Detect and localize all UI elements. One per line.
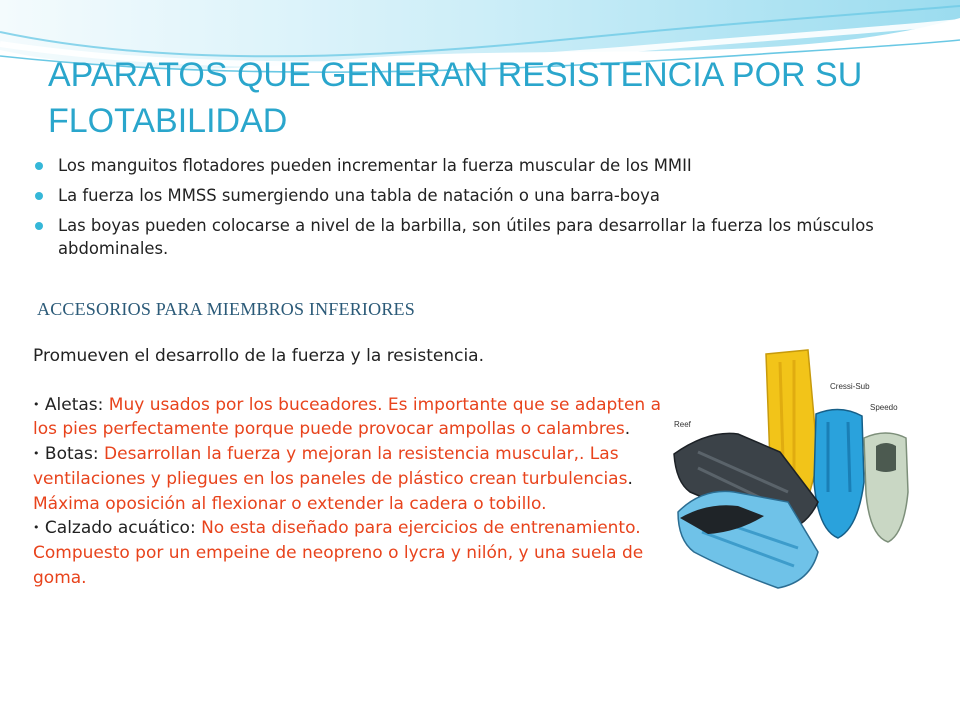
bullet-icon [35, 162, 43, 170]
bullet-text: Las boyas pueden colocarse a nivel de la barbilla, son útiles para desarrollar la fuerza los músculos abdominales. [58, 216, 874, 258]
botas-text: Desarrollan la fuerza y mejoran la resistencia muscular,. Las ventilaciones y pliegues en los paneles de plástico crean turbulencias [33, 444, 628, 489]
botas-end: . [627, 468, 633, 489]
accessories-description [33, 344, 673, 590]
bullet-text: Los manguitos flotadores pueden incrementar la fuerza muscular de los MMII [58, 156, 692, 175]
fin-label-cressi: Cressi-Sub [830, 382, 870, 391]
bullet-text: La fuerza los MMSS sumergiendo una tabla de natación o una barra-boya [58, 186, 660, 205]
list-item [35, 214, 920, 260]
fin-label-speedo: Speedo [870, 403, 898, 412]
aletas-label: Aletas: [44, 394, 109, 415]
list-item [35, 154, 920, 177]
intro-text: Promueven el desarrollo de la fuerza y la resistencia. [33, 346, 484, 366]
calzado-label: Calzado acuático: [44, 518, 202, 539]
botas-extra-text: Máxima oposición al flexionar o extender la cadera o tobillo. [33, 493, 547, 514]
bullet-icon [35, 222, 43, 230]
small-bullet-icon: • [33, 397, 40, 411]
blue-fin-cressi [814, 409, 864, 538]
slide-title: APARATOS QUE GENERAN RESISTENCIA POR SU FLOTABILIDAD [48, 56, 863, 140]
list-item [35, 184, 920, 207]
bullet-icon [35, 192, 43, 200]
calzado-paragraph [33, 516, 673, 590]
calzado-text: No esta diseñado para ejercicios de entrenamiento. Compuesto por un empeine de neopreno o lycra y nilón, y una suela de goma. [33, 518, 644, 588]
swim-fins-image [668, 342, 928, 592]
aletas-paragraph [33, 393, 673, 442]
section-subtitle: ACCESORIOS PARA MIEMBROS INFERIORES [37, 299, 415, 319]
botas-label: Botas: [44, 444, 105, 465]
small-bullet-icon: • [33, 521, 40, 535]
fin-label-reef: Reef [674, 420, 691, 429]
botas-paragraph [33, 442, 673, 491]
bullet-list [35, 154, 920, 267]
aletas-end: . [624, 419, 631, 440]
aletas-text: Muy usados por los buceadores. Es importante que se adapten a los pies perfectamente porque puede provocar ampollas o calambres [33, 394, 662, 440]
small-bullet-icon: • [33, 447, 40, 461]
